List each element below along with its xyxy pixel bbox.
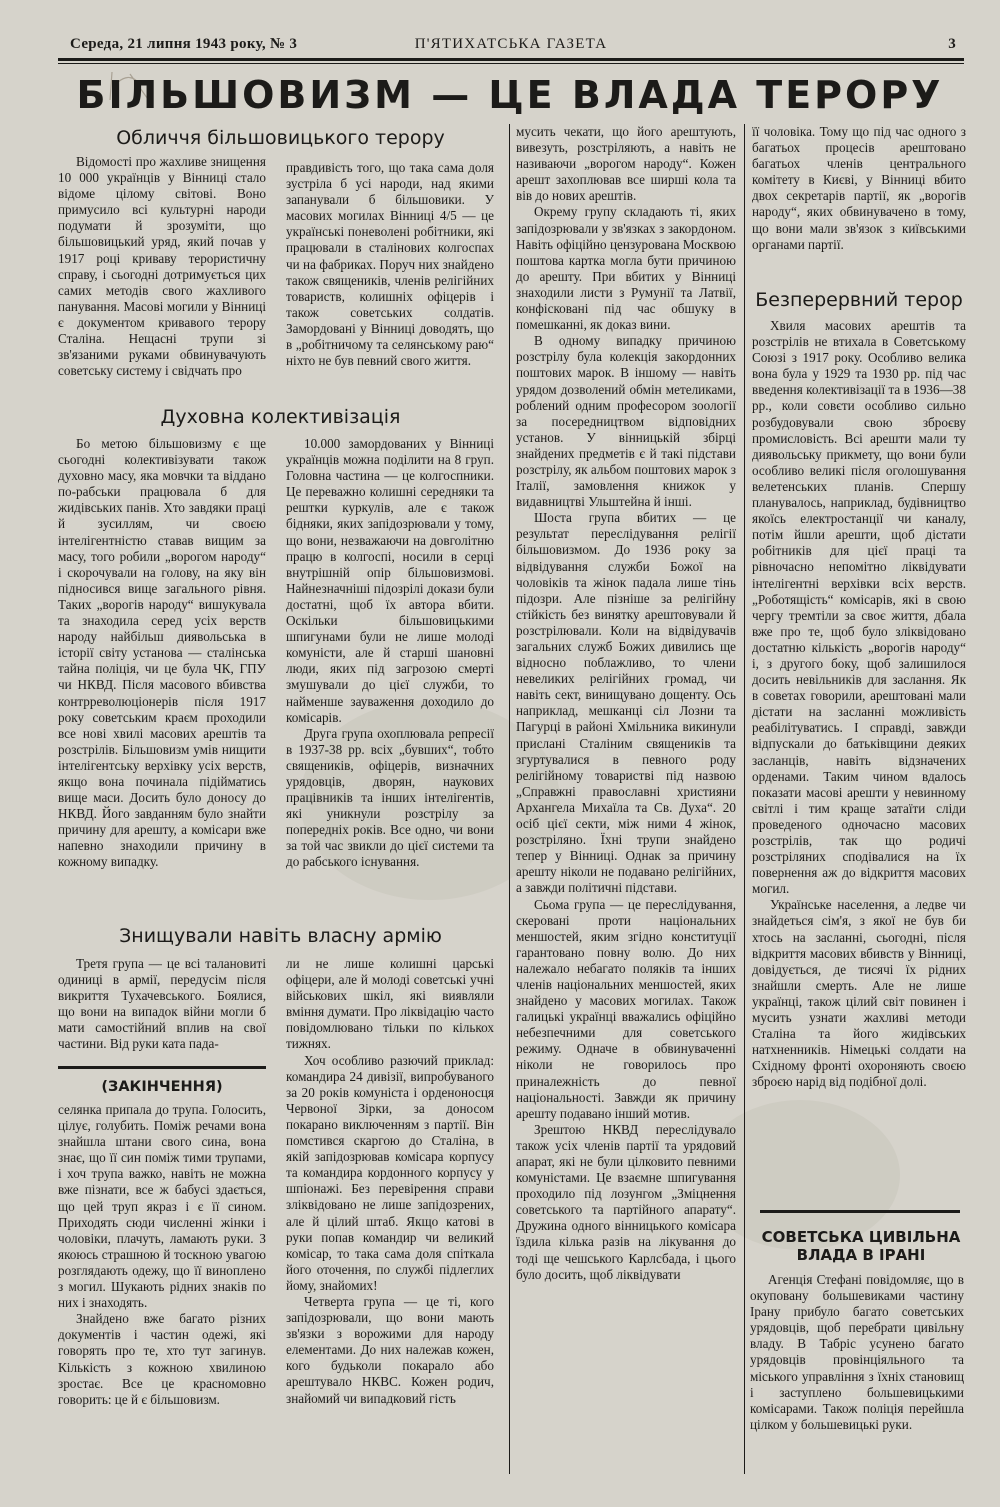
column-divider xyxy=(744,124,745,1474)
masthead-rule xyxy=(58,58,964,61)
article-paragraph: В одному випадку причиною розстрілу була колекція закордонних поштових марок. В іншому — навіть урядом дозволений обмін метеликами, роблений одним професором зоології за посередництвом відповідних установ. У вінницькій збірці знайдених предметів є й такі підстави розстрілу, як альбом поштових марок з Італії, замовлення книжок у видавництві Ульштейна й інші. xyxy=(516,333,736,510)
article-paragraph: Відомості про жахливе знищення 10 000 українців у Вінниці стало відоме цілому світові. Воно примусило всі культурні народи подумати й зрозуміти, що більшовицький уряд, який почав у 1917 році криваву терористичну справу, і сьогодні дотримується цих самих методів свого жахливого панування. Масові могили у Вінниці є документом кривавого терору Сталіна. Нещасні трупи зі зв'язаними руками обвинувачують советську систему і свідчать про xyxy=(58,154,266,379)
s2-right-column xyxy=(286,436,494,908)
article-paragraph: ли не лише колишні царські офіцери, але й молоді советські учні військових шкіл, які виявляли вміння думати. Про ліквідацію часто повідомлювано тільки по кількох тижнях. xyxy=(286,956,494,1052)
ending-label: (ЗАКІНЧЕННЯ) xyxy=(101,1079,223,1095)
section-title-destroyed-army: Знищували навіть власну армію xyxy=(119,925,442,947)
article-paragraph: Четверта група — це ті, кого запідозрювали, що вони мають зв'язки з ворожими для народу елементами. До них належав кожен, кого будьколи покарало або арештувало НКВС. Кожен родич, знайомий чи випадковий гість xyxy=(286,1293,494,1406)
article-paragraph: Бо метою більшовизму є ще сьогодні колективізувати також духовно масу, яка мовчки та віддано по-рабськи працювала б для жидівських панів. Хто завдяки праці й зусиллям, чи своєю інтелігентністю ставав вищим за масу, того робили „ворогом народу“ і скорочували на голову, на яку він підносився вище загального рівня. Таких „ворогів народу“ вишукувала та знаходила серед усіх верств народу найбільш диявольська в історії світу установа — сталінська тайна поліція, чи це була ЧК, ГПУ чи НКВД. Після масового вбивства контрреволюціонерів після 1917 року советським краєм проходили все нові хвилі масових арештів та розстрілів. Більшовизм умів нищити інтелігентську верхівку усіх верств, якщо вона починала підійматись вище маси. Досить було доносу до НКВД. Його завданням було знайти причину для арешту, а комісари вже напевно знаходили причину в кожному випадку. xyxy=(58,436,266,870)
column-four-top xyxy=(752,124,966,272)
article-paragraph: 10.000 замордованих у Вінниці українців можна поділити на 8 груп. Головна частина — це колгоспники. Це переважно колишні середняки та рештки куркулів, але є також бідняки, яких запідозрювали у тому, що вони, незважаючи на довголітню працю в колгоспі, носили в серці внутрішній опір більшовизмові. Найнезначніші підозрілі докази були достатні, щоб їх автора вбити. Оскільки більшовицькими шпигунами були не лише молоді комуністи, але й старші шановні люди, яких під загрозою смерті змушували до цієї служби, то найменше зауваження доходило до комісарів. xyxy=(286,436,494,725)
masthead xyxy=(58,34,964,56)
article-paragraph: Агенція Стефані повідомляє, що в окупованy большевиками частину Ірану прибуло багато советських урядовців, щоб перебрати цивільну владу. В Табріс усунено багато урядовців провінціяльного та міського управління з їхніх становищ і заступлено большевицькими комісарами. Також поліція перейшла цілком у большевицькі руки. xyxy=(750,1272,964,1432)
s1-left-column xyxy=(58,154,266,390)
article-paragraph: Третя група — це всі талановиті одиниці в армії, передусім після викриття Тухачевського. Боялися, що вони на випадок війни могли б мати самостійний вплив на свої частини. Від руки ката пада- xyxy=(58,956,266,1052)
iran-text-column xyxy=(750,1272,964,1472)
section-title-spiritual-collectivization: Духовна колективізація xyxy=(160,406,401,428)
article-paragraph: селянка припала до трупа. Голосить, цілує, голубить. Поміж речами вона знайшла штани свого сина, вона знає, що її син поміж тими трупами, і хоч трупа важко, навіть не можна вже пізнати, все ж бабусі здається, що цей труп якраз і є її сином. Приходять сюди численні жінки і чоловіки, плачуть, ламають руки. З якоюсь страшною й тоскною увагою розглядають одежу, що її виноплено з могил. Шукають рідних знаків по них і знаходять. xyxy=(58,1102,266,1311)
iran-article xyxy=(750,1228,972,1472)
article-paragraph: Хвиля масових арештів та розстрілів не втихала в Советському Союзі з 1917 року. Особливо велика вона була у 1929 та 1930 рр. під час введення колективізації та в 1936—38 рр., коли совєти особливо сильно розбудовували свою зброєву промисловість. Всі арешти мали ту диявольську прикмету, що вони були особливо великі після оголошування велетенських планів. Спершу планувалось, наприклад, будівництво якоїсь електростанції чи каналу, потім йшли арешти, щоб дістати робітників для цієї праці та рівночасно непомітно ліквідувати інтелігентні верхівки всіх верств. „Роботящість“ комісарів, які в свою чергу тремтіли за своє життя, дбала вже про те, щоб було зліквідовано достатню кількість „ворогів народу“ і, з другого боку, щоб залишилося досить невільників для заслання. Як в советах говорили, арештовані мали дістати на засланні можливість реабілітуватись. І справді, завжди відпускали до батьківщини деяких засланців, навіть відзначених орденами. Таким чином вдалось показати масові арешти у невинному світлі і тим краще затаїти сліди проведеного одночасно масових розстрілів, так що родичі розстріляних сподівалися на їх повернення аж до відкриття масових могил. xyxy=(752,318,966,897)
masthead-rule-thin xyxy=(58,63,964,64)
main-headline: БІЛЬШОВИЗМ — ЦЕ ВЛАДА ТЕРОРУ xyxy=(76,73,944,117)
article-paragraph: Сьома група — це переслідування, скеровані проти національних меншостей, яким згідно конституції гарантовано повну волю. До них належало небагато поляків та інших членів національних меншостей, яких знайдено у масових могилах. Також галицькі українці вважались офіційно небезпечними для советського режиму. Одначе в обвинуваченні ніколи не говорилось про приналежність до певної національності. Завжди як причину арешту подавано інший мотив. xyxy=(516,896,736,1121)
ending-divider xyxy=(58,1066,266,1069)
article-paragraph: Українське населення, а ледве чи знайдеться сім'я, з якої не був би хтось на засланні, сьогодні, після відкриття масових вбивств у Вінниці, довідується, де тисячі їх рідних знайшли смерть. Але не лише українці, також цілий світ повинен і мусить узнати жахливі методи Сталіна та його жидівських натхненників. Німецькі солдати на Східному фронті охороняють своєю зброєю нарід від подібної долі. xyxy=(752,897,966,1090)
article-paragraph: мусить чекати, що його арештують, вивезуть, розстріляють, а навіть не називаючи „ворогом народу“. Кожен арешт захоплював все ширші кола та вів до нових арештів. xyxy=(516,124,736,204)
iran-title: СОВЕТСЬКА ЦИВІЛЬНА ВЛАДА В ІРАНІ xyxy=(761,1228,961,1264)
issue-date: Середа, 21 липня 1943 року, № 3 xyxy=(70,36,298,52)
article-paragraph: Хоч особливо разючий приклад: командира 24 дивізії, випробуваного за 20 років комуніста і орденоносця Червоної Зірки, за доносом покарано виключенням з партії. Він помстився скаргою до Сталіна, в якій запідозрював комісара корпусу та командира кордонного корпусу у шпіонажі. Без перевірення справи зліквідовано не лише запідозрених, але й цілий штаб. Якщо катові в руки попав командир чи великий комісар, то така сама доля спіткала його оточення, по службі підлеглих йому, знайомих! xyxy=(286,1052,494,1293)
s1-right-column xyxy=(286,160,494,390)
article-paragraph: Шоста група вбитих — це результат переслідування релігії більшовизмом. До 1936 року за відвідування служби Божої на чоловіків та жінок падала лише тінь підозри. Але пізніше за релігійну стійкість без винятку арештовували й розстрілювали. Коли на відвідувачів загальних служб Божих дивились ще відносно поблажливо, то члени невеликих релігійних громад, чи навіть сект, винищувано дощенту. Ось наприклад, мешканці сіл Лозни та Пагурці в районі Хмільника викинули прислані Сталіним священиків та згуртувалися в певного роду релігійному товаристві під назвою „Справжні православні християни Архангела Михаїла та Св. Духа“. 20 осіб цієї секти, між ними 4 жінок, розстріляно. Їхні трупи знайдено тепер у Вінниці. Однак за причину арешту ніколи не подавано релігійних, а завжди політичні підстави. xyxy=(516,510,736,896)
article-paragraph: правдивість того, що така сама доля зустріла б усі народи, над якими запанували б більшовики. У масових могилах Вінниці 4/5 — це українські поневолені робітники, які працювали в сталінових колгоспах чи на фабриках. Поруч них знайдено також священиків, членів релігійних товариств, колишніх офіцерів і також советських солдатів. Замордовані у Вінниці доводять, що в „робітничому та селянському раю“ ніхто не був певний свого життя. xyxy=(286,160,494,369)
article-paragraph: її чоловіка. Тому що під час одного з багатьох процесів арештовано багатьох членів центрального комітету в Києві, у Вінниці вбито двох секретарів партії, як „ворогів народу“, яких обвинувачено в тому, що вони мали зв'язок з київськими органами партії. xyxy=(752,124,966,252)
article-paragraph: Окрему групу складають ті, яких запідозрювали у зв'язках з закордоном. Навіть офіційно цензурована Москвою поштова картка могла бути причиною до арешту. При вбитих у Вінниці знаходили листи з Румунії та Латвії, конфісковані під час обшуку в помешканні, як доказ вини. xyxy=(516,204,736,333)
column-four-body xyxy=(752,318,966,1194)
ending-column xyxy=(58,1102,266,1474)
section-title-face-of-terror: Обличчя більшовицького терору xyxy=(116,127,445,149)
column-divider xyxy=(509,124,510,1474)
s2-left-column xyxy=(58,436,266,908)
section-title-continuous-terror: Безперервний терор xyxy=(755,289,963,311)
s3-left-column xyxy=(58,956,266,1060)
column-three xyxy=(516,124,736,1474)
iran-divider xyxy=(760,1210,960,1213)
s3-right-column xyxy=(286,956,494,1466)
paper-name: П'ЯТИХАТСЬКА ГАЗЕТА xyxy=(414,36,608,52)
article-paragraph: Знайдено вже багато різних документів і частин одежі, які говорять про те, хто тут загинув. Кількість з кожною хвилиною зростає. Все це красномовно говорить: це й є більшовизм. xyxy=(58,1311,266,1407)
page-number: 3 xyxy=(948,36,956,52)
article-paragraph: Друга група охоплювала репресії в 1937-38 рр. всіх „бувших“, тобто священиків, офіцерів, визначних урядовців, дворян, наукових працівників та інших інтелігентів, які уникнули розстрілу за попередніх років. Все одно, чи вони за той час звикли до цієї системи та до рабського існування. xyxy=(286,725,494,870)
article-paragraph: Зрештою НКВД переслідувало також усіх членів партії та урядовий апарат, які не були цілковито певними комуністами. Це взаємне шпигування проходило під лозунгом „Зміцнення советського та партійного апарату“. Дружина одного вінницького комісара їздила кілька разів на лікування до тоді ще чешського Карлсбада, і цього було досить, щоб ліквідувати xyxy=(516,1121,736,1282)
